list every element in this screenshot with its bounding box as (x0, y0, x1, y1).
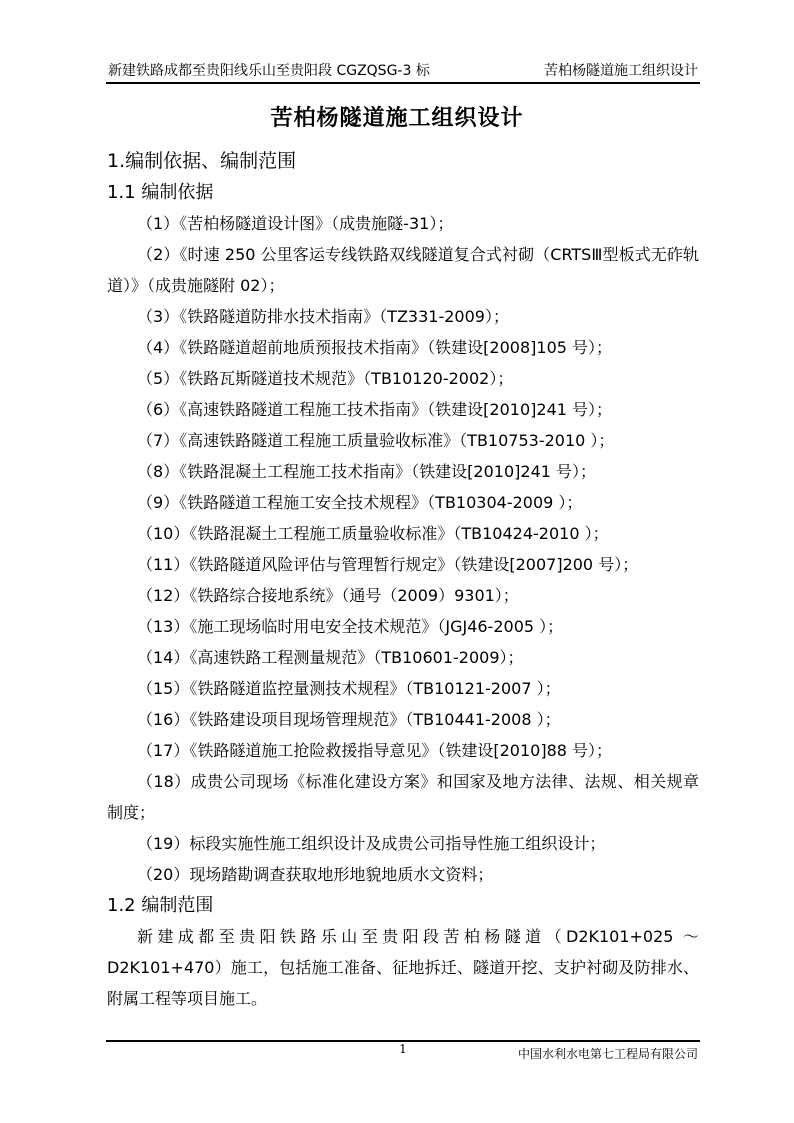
list-item: （1）《苦柏杨隧道设计图》（成贵施隧-31）； (137, 214, 454, 233)
list-item: （11）《铁路隧道风险评估与管理暂行规定》（铁建设[2007]200 号）； (137, 555, 639, 574)
scope-paragraph: 新建成都至贵阳铁路乐山至贵阳段苦柏杨隧道（D2K101+025 ～D2K101+470）施工，包括施工准备、征地拆迁、隧道开挖、支护衬砌及防排水、附属工程等项目施工。 (107, 927, 699, 1008)
document-title: 苦柏杨隧道施工组织设计 (270, 106, 524, 131)
list-item: （7）《高速铁路隧道工程施工质量验收标准》（TB10753-2010 ）； (137, 431, 615, 450)
list-item: （10）《铁路混凝土工程施工质量验收标准》（TB10424-2010 ）； (137, 524, 609, 543)
header-doc-title: 苦柏杨隧道施工组织设计 (544, 63, 698, 79)
page-header (106, 60, 700, 84)
list-item: （12）《铁路综合接地系统》（通号（2009）9301）； (137, 586, 519, 605)
document-body (107, 145, 699, 1014)
page-footer (106, 1040, 700, 1066)
list-item: （5）《铁路瓦斯隧道技术规范》（TB10120-2002）； (137, 369, 514, 388)
subsection-heading-scope: 1.2 编制范围 (107, 895, 214, 916)
list-item: （20）现场踏勘调查获取地形地貌地质水文资料； (137, 865, 494, 884)
section-heading: 1.编制依据、编制范围 (107, 150, 297, 172)
list-item: （13）《施工现场临时用电安全技术规范》（JGJ46-2005 ）； (137, 617, 564, 636)
subsection-heading-basis: 1.1 编制依据 (107, 182, 214, 203)
list-item: （19）标段实施性施工组织设计及成贵公司指导性施工组织设计； (137, 834, 606, 853)
list-item: （15）《铁路隧道监控量测技术规程》（TB10121-2007 ）； (137, 679, 561, 698)
footer-organization: 中国水利水电第七工程局有限公司 (517, 1047, 698, 1061)
list-item: （4）《铁路隧道超前地质预报技术指南》（铁建设[2008]105 号）； (137, 338, 613, 357)
list-item: （8）《铁路混凝土工程施工技术指南》（铁建设[2010]241 号）； (137, 462, 597, 481)
list-item: （6）《高速铁路隧道工程施工技术指南》（铁建设[2010]241 号）； (137, 400, 613, 419)
list-item: （14）《高速铁路工程测量规范》（TB10601-2009）； (137, 648, 524, 667)
list-item: （16）《铁路建设项目现场管理规范》（TB10441-2008 ）； (137, 710, 561, 729)
list-item: （3）《铁路隧道防排水技术指南》（TZ331-2009）； (137, 307, 509, 326)
basis-list (107, 208, 699, 890)
page-number: 1 (399, 1042, 407, 1056)
list-item: （2）《时速 250 公里客运专线铁路双线隧道复合式衬砌（CRTSⅢ型板式无砟轨道）》（成贵施隧附 02）； (107, 245, 699, 295)
header-project-name: 新建铁路成都至贵阳线乐山至贵阳段 CGZQSG-3 标 (108, 63, 430, 79)
list-item: （9）《铁路隧道工程施工安全技术规程》（TB10304-2009 ）； (137, 493, 583, 512)
list-item: （18）成贵公司现场《标准化建设方案》和国家及地方法律、法规、相关规章制度； (107, 772, 699, 822)
list-item: （17）《铁路隧道施工抢险救援指导意见》（铁建设[2010]88 号）； (137, 741, 613, 760)
